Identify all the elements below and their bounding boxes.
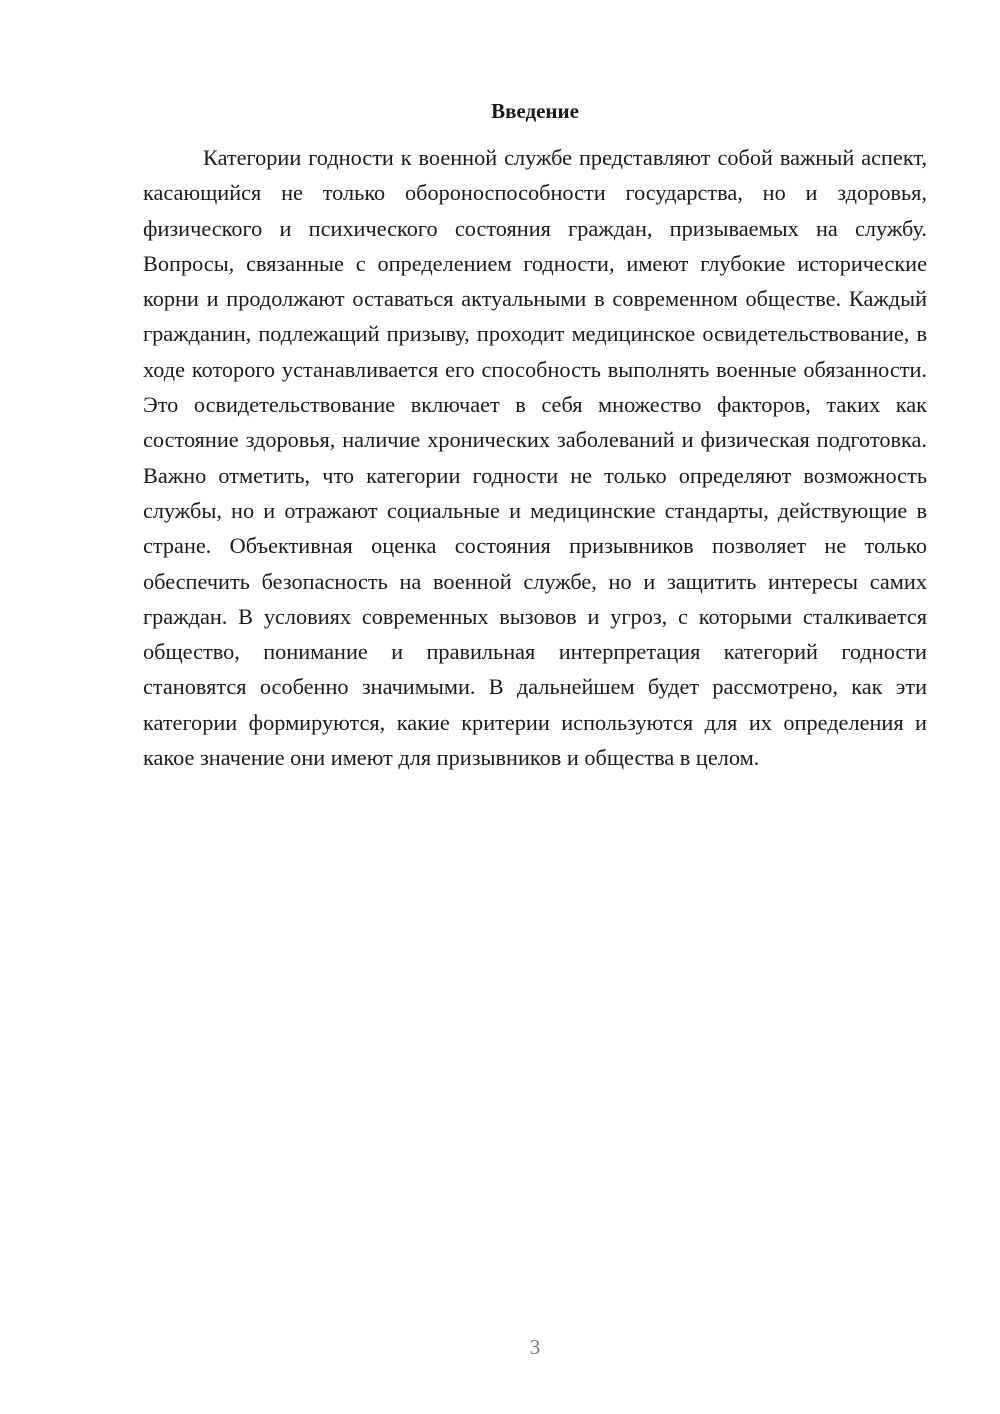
body-paragraph: Категории годности к военной службе представляют собой важный аспект, касающийся не только обороноспособности государства, но и здоровья, физического и психического состояния граждан, призываемых на службу. Вопросы, связанные с определением годности, имеют глубокие исторические корни и продолжают оставаться актуальными в современном обществе. Каждый гражданин, подлежащий призыву, проходит медицинское освидетельствование, в ходе которого устанавливается его способность выполнять военные обязанности. Это освидетельствование включает в себя множество факторов, таких как состояние здоровья, наличие хронических заболеваний и физическая подготовка. Важно отметить, что категории годности не только определяют возможность службы, но и отражают социальные и медицинские стандарты, действующие в стране. Объективная оценка состояния призывников позволяет не только обеспечить безопасность на военной службе, но и защитить интересы самих граждан. В условиях современных вызовов и угроз, с которыми сталкивается общество, понимание и правильная интерпретация категорий годности становятся особенно значимыми. В дальнейшем будет рассмотрено, как эти категории формируются, какие критерии используются для их определения и какое значение они имеют для призывников и общества в целом.: [143, 145, 927, 771]
page-number: 3: [529, 1335, 541, 1359]
section-heading: Введение: [491, 99, 579, 123]
